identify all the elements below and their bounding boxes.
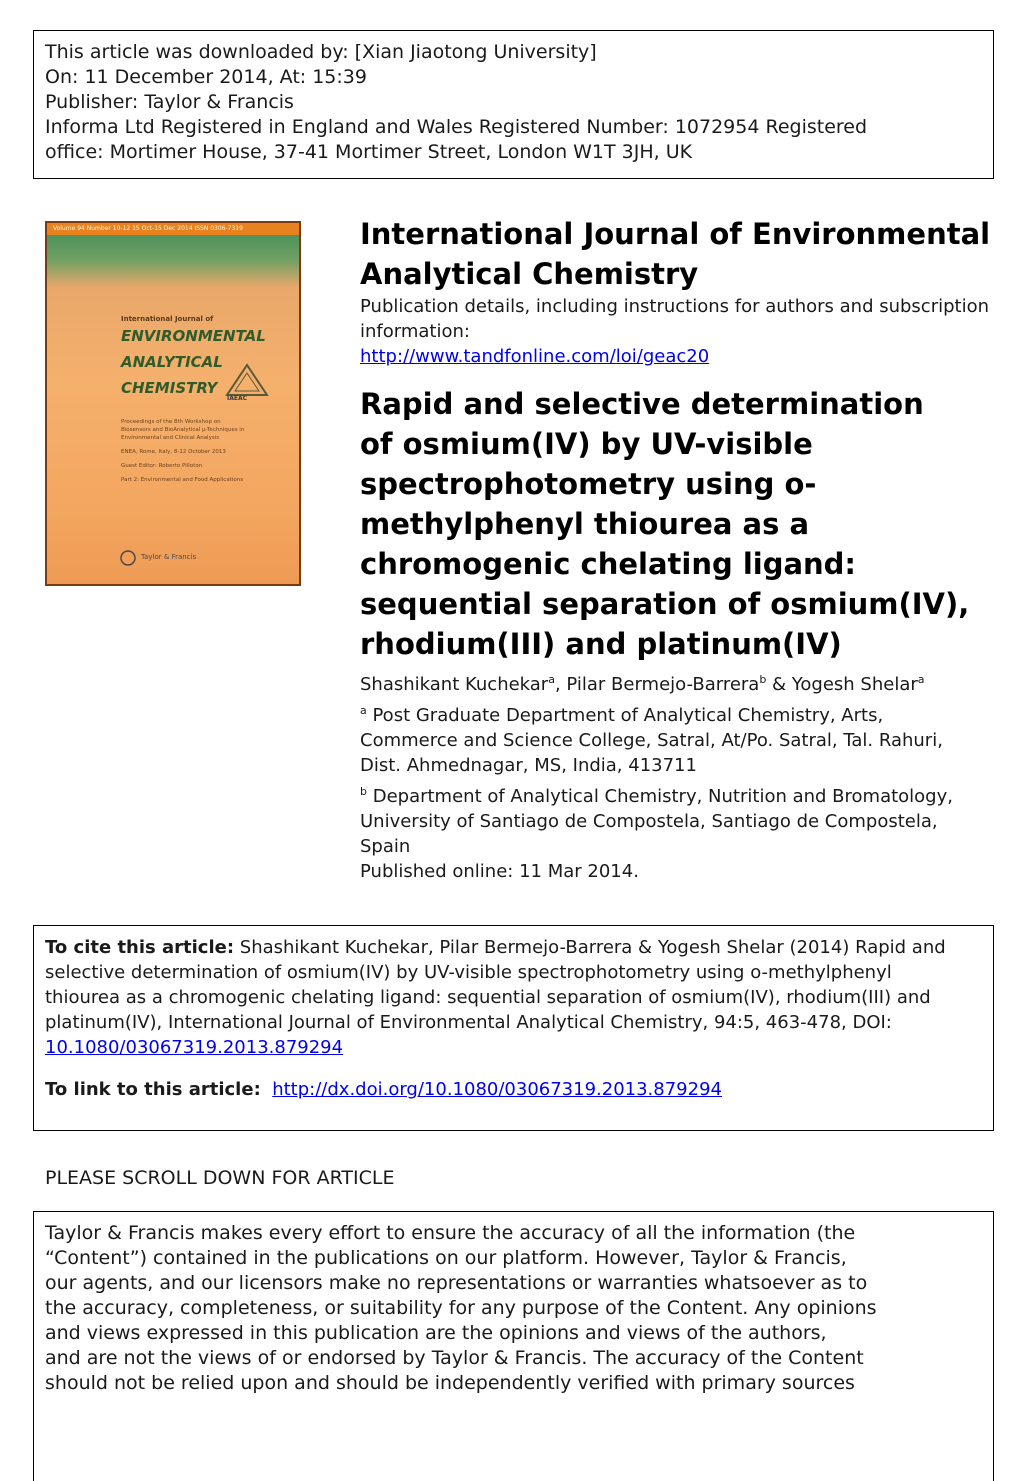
- author-list: [360, 672, 925, 697]
- author-separator: &: [766, 674, 792, 695]
- article-title-line: spectrophotometry using o-: [360, 467, 817, 501]
- published-online-date: Published online: 11 Mar 2014.: [360, 861, 639, 882]
- citation-line: Shashikant Kuchekar, Pilar Bermejo-Barrera & Yogesh Shelar (2014) Rapid and: [234, 937, 946, 958]
- cover-small-text: Proceedings of the 8th Workshop on: [121, 419, 221, 425]
- disclaimer-box: [33, 1211, 994, 1481]
- scroll-notice: PLEASE SCROLL DOWN FOR ARTICLE: [45, 1167, 395, 1189]
- cover-small-text: ENEA, Rome, Italy, 8-12 October 2013: [121, 449, 226, 455]
- cover-small-text: Guest Editor: Roberto Pilloton: [121, 463, 203, 469]
- citation-line: thiourea as a chromogenic chelating ligand: sequential separation of osmium(IV), rhodium(III) and: [45, 987, 931, 1008]
- disclaimer-line: our agents, and our licensors make no representations or warranties whatsoever as to: [45, 1272, 868, 1294]
- cover-word-analytical: ANALYTICAL: [121, 353, 223, 371]
- cover-top-band: Volume 94 Number 10-12 15 Oct-15 Dec 2014 ISSN 0306-7319: [47, 223, 299, 235]
- cover-word-chemistry: CHEMISTRY: [121, 379, 218, 397]
- author-name: Pilar Bermejo-Barrera: [566, 674, 760, 695]
- article-title-line: of osmium(IV) by UV-visible: [360, 427, 813, 461]
- affiliation-marker: b: [759, 673, 767, 686]
- journal-title: International Journal of Environmental Analytical Chemistry: [360, 217, 991, 291]
- disclaimer-line: Taylor & Francis makes every effort to ensure the accuracy of all the information (the: [45, 1222, 856, 1244]
- affiliation-line: Department of Analytical Chemistry, Nutrition and Bromatology,: [366, 786, 953, 807]
- journal-cover-image: [45, 221, 301, 586]
- affiliation-line: Dist. Ahmednagar, MS, India, 413711: [360, 755, 697, 776]
- download-info-line: office: Mortimer House, 37-41 Mortimer Street, London W1T 3JH, UK: [45, 141, 693, 163]
- article-title-line: Rapid and selective determination: [360, 387, 924, 421]
- affiliation-line: Commerce and Science College, Satral, At/Po. Satral, Tal. Rahuri,: [360, 730, 943, 751]
- citation-line: selective determination of osmium(IV) by UV-visible spectrophotometry using o-methylphenyl: [45, 962, 892, 983]
- cover-small-text: Biosensors and BioAnalytical µ-Techniques in: [121, 427, 245, 433]
- cover-small-text: Environmental and Clinical Analysis: [121, 435, 220, 441]
- disclaimer-line: and views expressed in this publication are the opinions and views of the authors,: [45, 1322, 827, 1344]
- affiliation-marker: a: [548, 673, 555, 686]
- download-info-line: On: 11 December 2014, At: 15:39: [45, 66, 367, 88]
- disclaimer-line: and are not the views of or endorsed by Taylor & Francis. The accuracy of the Content: [45, 1347, 864, 1369]
- affiliation-marker: a: [917, 673, 925, 686]
- download-info-line: This article was downloaded by: [Xian Jiaotong University]: [45, 41, 597, 63]
- download-info-line: Informa Ltd Registered in England and Wales Registered Number: 1072954 Registered: [45, 116, 868, 138]
- disclaimer-line: the accuracy, completeness, or suitability for any purpose of the Content. Any opinions: [45, 1297, 877, 1319]
- affiliation-marker: b: [360, 785, 367, 798]
- article-title-line: sequential separation of osmium(IV),: [360, 587, 970, 621]
- article-title-line: chromogenic chelating ligand:: [360, 547, 857, 581]
- article-title: [360, 384, 970, 664]
- link-label: To link to this article:: [45, 1079, 261, 1100]
- doi-link[interactable]: 10.1080/03067319.2013.879294: [45, 1037, 344, 1058]
- citation-box: [33, 925, 994, 1131]
- affiliation-line: University of Santiago de Compostela, Santiago de Compostela,: [360, 811, 938, 832]
- affiliation-a: [360, 703, 1000, 778]
- publication-details: Publication details, including instructions for authors and subscription information:: [360, 296, 990, 342]
- author-name: Shashikant Kuchekar: [360, 674, 549, 695]
- cover-intl-text: International Journal of: [121, 315, 214, 323]
- disclaimer-line: should not be relied upon and should be independently verified with primary sources: [45, 1372, 855, 1394]
- cover-triangle-icon: [225, 363, 269, 397]
- affiliation-line: Post Graduate Department of Analytical Chemistry, Arts,: [366, 705, 884, 726]
- journal-url-link[interactable]: http://www.tandfonline.com/loi/geac20: [360, 346, 710, 367]
- citation-line: platinum(IV), International Journal of Environmental Analytical Chemistry, 94:5, 463-478, DOI:: [45, 1012, 892, 1033]
- cover-word-environmental: ENVIRONMENTAL: [121, 327, 266, 345]
- download-info-line: Publisher: Taylor & Francis: [45, 91, 294, 113]
- cite-label: To cite this article:: [45, 937, 235, 958]
- affiliation-b: [360, 784, 1000, 859]
- affiliation-line: Spain: [360, 836, 411, 857]
- article-title-line: rhodium(III) and platinum(IV): [360, 627, 842, 661]
- cover-publisher-name: Taylor & Francis: [141, 553, 197, 561]
- publisher-logo-icon: [119, 549, 137, 567]
- author-name: Yogesh Shelar: [791, 674, 918, 695]
- affiliation-marker: a: [360, 704, 367, 717]
- article-title-line: methylphenyl thiourea as a: [360, 507, 810, 541]
- cover-iaeac-text: IAEAC: [227, 395, 248, 402]
- article-doi-url-link[interactable]: http://dx.doi.org/10.1080/03067319.2013.879294: [272, 1079, 722, 1100]
- disclaimer-line: “Content”) contained in the publications on our platform. However, Taylor & Francis,: [45, 1247, 847, 1269]
- download-info-box: [33, 30, 994, 179]
- cover-small-text: Part 2: Environmental and Food Applications: [121, 477, 244, 483]
- author-separator: ,: [554, 674, 567, 695]
